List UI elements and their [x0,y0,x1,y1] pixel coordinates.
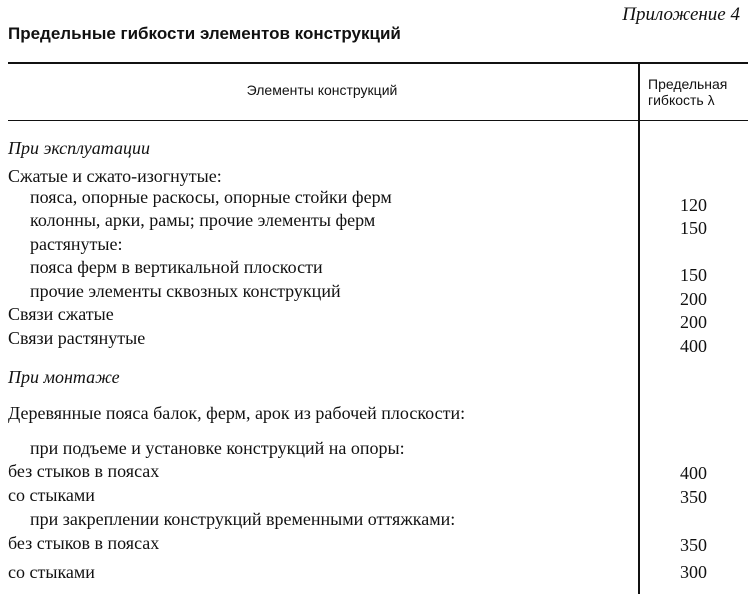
row-label: без стыков в поясах [8,533,160,553]
row-label: пояса ферм в вертикальной плоскости [30,257,323,277]
table-row [0,210,750,238]
row-label: при подъеме и установке конструкций на опоры: [30,438,405,458]
row-label: Деревянные пояса балок, ферм, арок из рабочей плоскости: [8,403,466,423]
table-row [0,438,750,462]
row-value: 120 [680,195,707,215]
table-row [0,328,750,356]
row-label: Связи растянутые [8,328,146,348]
row-label: Связи сжатые [8,304,114,324]
table-row [0,367,750,391]
row-label: пояса, опорные раскосы, опорные стойки ферм [30,187,392,207]
row-label: со стыками [8,485,95,505]
table-row [0,461,750,485]
table-header-rule [8,120,748,121]
row-label: растянутые: [30,234,123,254]
row-label: при закреплении конструкций временными оттяжками: [30,509,456,529]
row-label: со стыками [8,562,95,582]
section-heading-operation: При эксплуатации [8,138,150,158]
table-top-rule [8,62,748,64]
table-row [0,281,750,309]
table-row [0,138,750,162]
row-label: колонны, арки, рамы; прочие элементы ферм [30,210,376,230]
table-row [0,485,750,509]
table-row [0,403,750,427]
column-header-flexibility-line2: гибкость λ [648,92,715,108]
row-label: прочие элементы сквозных конструкций [30,281,341,301]
row-value: 150 [680,265,707,285]
column-header-elements: Элементы конструкций [246,82,398,98]
row-value: 200 [680,289,707,309]
row-value: 400 [680,336,707,356]
row-value: 400 [680,463,707,483]
table-row [0,562,750,586]
section-heading-assembly: При монтаже [8,367,120,387]
appendix-label: Приложение 4 [622,4,740,25]
table-row [0,234,750,258]
column-header-flexibility-line1: Предельная [648,76,728,92]
column-header-flexibility [648,76,750,108]
row-value: 350 [680,535,707,555]
table-row [0,304,750,332]
row-value: 150 [680,218,707,238]
table-row [0,533,750,557]
row-label: без стыков в поясах [8,461,160,481]
table-row [0,257,750,285]
row-label: Сжатые и сжато-изогнутые: [8,166,222,186]
table-row [0,187,750,215]
row-value: 200 [680,312,707,332]
table-row [0,509,750,533]
page-title: Предельные гибкости элементов конструкций [8,24,401,43]
row-value: 300 [680,562,707,582]
row-value: 350 [680,487,707,507]
